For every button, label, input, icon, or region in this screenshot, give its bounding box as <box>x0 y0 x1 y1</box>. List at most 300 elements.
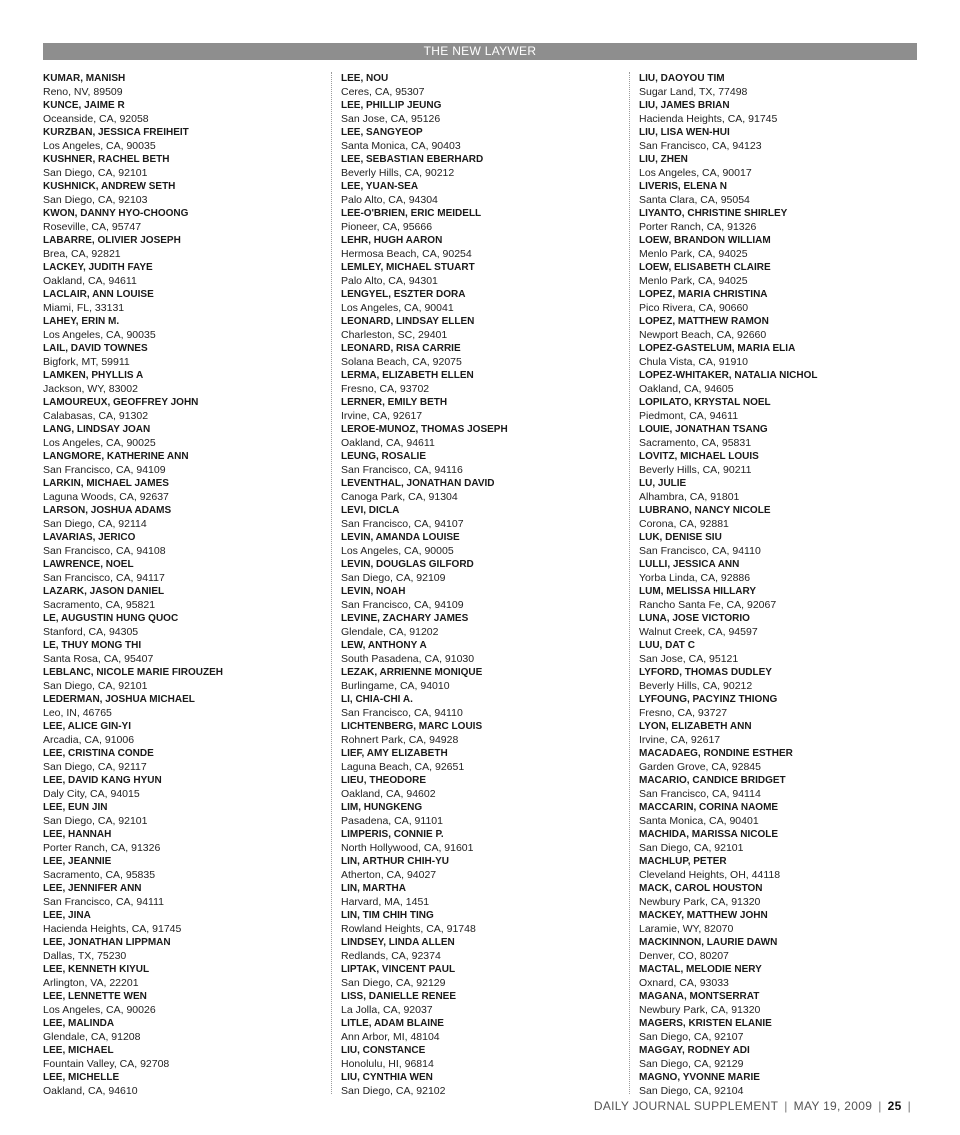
listing-entry <box>639 396 909 423</box>
attorney-name: MACKINNON, LAURIE DAWN <box>639 937 778 948</box>
attorney-location: Solana Beach, CA, 92075 <box>341 355 462 368</box>
attorney-name: MACADAEG, RONDINE ESTHER <box>639 748 793 759</box>
attorney-name: LU, JULIE <box>639 478 687 489</box>
listing-entry <box>639 369 909 396</box>
listing-entry <box>341 477 611 504</box>
attorney-location: Sugar Land, TX, 77498 <box>639 85 748 98</box>
attorney-location: Piedmont, CA, 94611 <box>639 409 739 422</box>
attorney-location: Beverly Hills, CA, 90212 <box>341 166 455 179</box>
attorney-name: LOPEZ, MATTHEW RAMON <box>639 316 769 327</box>
attorney-location: Leo, IN, 46765 <box>43 706 112 719</box>
attorney-name: LEE, MALINDA <box>43 1018 115 1029</box>
listing-entry <box>639 342 909 369</box>
listing-entry <box>43 450 313 477</box>
attorney-location: Reno, NV, 89509 <box>43 85 123 98</box>
attorney-location: Redlands, CA, 92374 <box>341 949 441 962</box>
listing-entry <box>639 1071 909 1098</box>
attorney-location: Pico Rivera, CA, 90660 <box>639 301 749 314</box>
listing-entry <box>43 531 313 558</box>
listing-entry <box>341 72 611 99</box>
listing-entry <box>43 342 313 369</box>
attorney-location: Jackson, WY, 83002 <box>43 382 138 395</box>
listing-entry <box>43 126 313 153</box>
attorney-location: San Diego, CA, 92102 <box>341 1084 446 1097</box>
listing-entry <box>341 639 611 666</box>
attorney-location: San Francisco, CA, 94109 <box>341 598 464 611</box>
attorney-location: Porter Ranch, CA, 91326 <box>43 841 161 854</box>
attorney-name: LUU, DAT C <box>639 640 695 651</box>
attorney-location: San Francisco, CA, 94117 <box>43 571 165 584</box>
attorney-location: Fresno, CA, 93702 <box>341 382 430 395</box>
attorney-location: Oakland, CA, 94611 <box>341 436 435 449</box>
attorney-name: LAVARIAS, JERICO <box>43 532 136 543</box>
attorney-location: Honolulu, HI, 96814 <box>341 1057 434 1070</box>
attorney-location: San Diego, CA, 92117 <box>43 760 147 773</box>
attorney-location: Los Angeles, CA, 90035 <box>43 139 156 152</box>
attorney-name: LEE, DAVID KANG HYUN <box>43 775 162 786</box>
listing-entry <box>639 855 909 882</box>
attorney-name: LERMA, ELIZABETH ELLEN <box>341 370 474 381</box>
attorney-name: LOEW, ELISABETH CLAIRE <box>639 262 771 273</box>
listing-column-3 <box>639 72 909 1098</box>
attorney-location: Laguna Woods, CA, 92637 <box>43 490 169 503</box>
attorney-location: Sacramento, CA, 95835 <box>43 868 156 881</box>
page-number: 25 <box>887 1099 902 1113</box>
attorney-name: MACHLUP, PETER <box>639 856 727 867</box>
attorney-name: LULLI, JESSICA ANN <box>639 559 740 570</box>
listing-entry <box>43 180 313 207</box>
attorney-location: San Diego, CA, 92101 <box>43 679 148 692</box>
attorney-name: LICHTENBERG, MARC LOUIS <box>341 721 483 732</box>
attorney-name: LEE, JINA <box>43 910 91 921</box>
attorney-name: LOUIE, JONATHAN TSANG <box>639 424 768 435</box>
listing-entry <box>43 504 313 531</box>
attorney-location: Hacienda Heights, CA, 91745 <box>43 922 182 935</box>
attorney-name: LACKEY, JUDITH FAYE <box>43 262 153 273</box>
listing-entry <box>43 396 313 423</box>
listing-entry <box>341 720 611 747</box>
listing-entry <box>639 261 909 288</box>
attorney-name: MACCARIN, CORINA NAOME <box>639 802 779 813</box>
listing-entry <box>43 801 313 828</box>
attorney-location: Menlo Park, CA, 94025 <box>639 274 748 287</box>
attorney-name: LINDSEY, LINDA ALLEN <box>341 937 455 948</box>
attorney-name: LISS, DANIELLE RENEE <box>341 991 457 1002</box>
attorney-name: LARKIN, MICHAEL JAMES <box>43 478 169 489</box>
publication-date: MAY 19, 2009 <box>793 1099 873 1113</box>
attorney-name: LIN, MARTHA <box>341 883 406 894</box>
listing-entry <box>341 855 611 882</box>
attorney-name: KUNCE, JAIME R <box>43 100 125 111</box>
attorney-location: San Diego, CA, 92107 <box>639 1030 744 1043</box>
attorney-name: LEE, CRISTINA CONDE <box>43 748 154 759</box>
listing-entry <box>341 612 611 639</box>
listing-entry <box>639 828 909 855</box>
listing-entry <box>639 207 909 234</box>
listing-entry <box>43 963 313 990</box>
attorney-location: South Pasadena, CA, 91030 <box>341 652 475 665</box>
listing-entry <box>639 936 909 963</box>
attorney-location: Oakland, CA, 94602 <box>341 787 436 800</box>
attorney-location: Irvine, CA, 92617 <box>639 733 721 746</box>
attorney-name: KUSHNICK, ANDREW SETH <box>43 181 176 192</box>
listing-entry <box>341 936 611 963</box>
attorney-location: Newbury Park, CA, 91320 <box>639 1003 761 1016</box>
attorney-location: San Francisco, CA, 94116 <box>341 463 463 476</box>
listing-entry <box>341 774 611 801</box>
attorney-name: LEVI, DICLA <box>341 505 400 516</box>
listing-entry <box>341 666 611 693</box>
attorney-location: Sacramento, CA, 95831 <box>639 436 752 449</box>
listing-entry <box>341 531 611 558</box>
listing-entry <box>341 558 611 585</box>
attorney-name: MACKEY, MATTHEW JOHN <box>639 910 768 921</box>
attorney-location: San Diego, CA, 92129 <box>639 1057 744 1070</box>
attorney-name: LEVIN, NOAH <box>341 586 406 597</box>
attorney-location: San Francisco, CA, 94109 <box>43 463 166 476</box>
attorney-name: KUSHNER, RACHEL BETH <box>43 154 170 165</box>
attorney-location: Laguna Beach, CA, 92651 <box>341 760 465 773</box>
listing-entry <box>43 666 313 693</box>
attorney-name: LOEW, BRANDON WILLIAM <box>639 235 771 246</box>
listing-entry <box>341 396 611 423</box>
attorney-name: LOPEZ, MARIA CHRISTINA <box>639 289 768 300</box>
attorney-name: LITLE, ADAM BLAINE <box>341 1018 444 1029</box>
attorney-location: Rohnert Park, CA, 94928 <box>341 733 459 746</box>
attorney-name: LUK, DENISE SIU <box>639 532 722 543</box>
attorney-location: Irvine, CA, 92617 <box>341 409 423 422</box>
attorney-name: LIYANTO, CHRISTINE SHIRLEY <box>639 208 788 219</box>
listing-entry <box>43 261 313 288</box>
listing-entry <box>639 693 909 720</box>
listing-entry <box>639 558 909 585</box>
attorney-name: LIM, HUNGKENG <box>341 802 423 813</box>
listing-entry <box>341 369 611 396</box>
attorney-name: LIVERIS, ELENA N <box>639 181 727 192</box>
attorney-name: LANGMORE, KATHERINE ANN <box>43 451 189 462</box>
attorney-location: Los Angeles, CA, 90026 <box>43 1003 156 1016</box>
listing-entry <box>43 1017 313 1044</box>
attorney-name: LEUNG, ROSALIE <box>341 451 427 462</box>
listing-entry <box>639 153 909 180</box>
listing-entry <box>341 585 611 612</box>
attorney-name: LABARRE, OLIVIER JOSEPH <box>43 235 181 246</box>
listing-entry <box>43 855 313 882</box>
attorney-location: North Hollywood, CA, 91601 <box>341 841 474 854</box>
attorney-location: Denver, CO, 80207 <box>639 949 729 962</box>
attorney-name: LEVIN, DOUGLAS GILFORD <box>341 559 474 570</box>
attorney-name: LIU, ZHEN <box>639 154 688 165</box>
attorney-name: LENGYEL, ESZTER DORA <box>341 289 466 300</box>
listing-entry <box>43 99 313 126</box>
attorney-location: San Francisco, CA, 94110 <box>341 706 463 719</box>
attorney-name: LIU, CYNTHIA WEN <box>341 1072 433 1083</box>
section-title: THE NEW LAYWER <box>423 44 537 58</box>
attorney-location: Corona, CA, 92881 <box>639 517 729 530</box>
attorney-name: KWON, DANNY HYO-CHOONG <box>43 208 189 219</box>
column-divider <box>629 72 630 1094</box>
listing-entry <box>639 72 909 99</box>
attorney-location: Santa Monica, CA, 90403 <box>341 139 461 152</box>
attorney-location: Garden Grove, CA, 92845 <box>639 760 761 773</box>
listing-entry <box>639 1044 909 1071</box>
attorney-name: MAGGAY, RODNEY ADI <box>639 1045 750 1056</box>
listing-entry <box>43 936 313 963</box>
attorney-name: LEZAK, ARRIENNE MONIQUE <box>341 667 483 678</box>
attorney-name: LEE, JONATHAN LIPPMAN <box>43 937 171 948</box>
attorney-name: LAMOUREUX, GEOFFREY JOHN <box>43 397 199 408</box>
attorney-location: Daly City, CA, 94015 <box>43 787 140 800</box>
listing-entry <box>639 126 909 153</box>
attorney-location: San Francisco, CA, 94111 <box>43 895 165 908</box>
attorney-location: Miami, FL, 33131 <box>43 301 125 314</box>
attorney-location: Ceres, CA, 95307 <box>341 85 425 98</box>
listing-entry <box>341 693 611 720</box>
attorney-location: Santa Rosa, CA, 95407 <box>43 652 154 665</box>
attorney-name: LIU, JAMES BRIAN <box>639 100 730 111</box>
attorney-location: Hermosa Beach, CA, 90254 <box>341 247 472 260</box>
listing-entry <box>43 288 313 315</box>
attorney-location: Los Angeles, CA, 90041 <box>341 301 454 314</box>
listing-entry <box>43 477 313 504</box>
footer-separator: | <box>907 1099 911 1113</box>
attorney-location: Roseville, CA, 95747 <box>43 220 142 233</box>
listing-entry <box>639 1017 909 1044</box>
attorney-name: LEE, YUAN-SEA <box>341 181 419 192</box>
attorney-location: San Francisco, CA, 94110 <box>639 544 761 557</box>
listing-entry <box>341 882 611 909</box>
attorney-location: Los Angeles, CA, 90035 <box>43 328 156 341</box>
listing-entry <box>43 612 313 639</box>
listing-entry <box>43 720 313 747</box>
attorney-name: MACARIO, CANDICE BRIDGET <box>639 775 786 786</box>
listing-entry <box>43 153 313 180</box>
footer-separator: | <box>784 1099 788 1113</box>
attorney-location: Rancho Santa Fe, CA, 92067 <box>639 598 777 611</box>
attorney-location: La Jolla, CA, 92037 <box>341 1003 433 1016</box>
attorney-location: Stanford, CA, 94305 <box>43 625 139 638</box>
listing-entry <box>43 234 313 261</box>
listing-entry <box>341 153 611 180</box>
attorney-name: LARSON, JOSHUA ADAMS <box>43 505 172 516</box>
attorney-location: San Francisco, CA, 94107 <box>341 517 464 530</box>
listing-entry <box>341 504 611 531</box>
listing-entry <box>639 801 909 828</box>
listing-entry <box>341 288 611 315</box>
listing-entry <box>639 774 909 801</box>
listing-entry <box>43 1044 313 1071</box>
attorney-name: LAZARK, JASON DANIEL <box>43 586 165 597</box>
attorney-location: San Francisco, CA, 94123 <box>639 139 762 152</box>
listing-entry <box>341 801 611 828</box>
listing-entry <box>341 261 611 288</box>
attorney-name: LIEF, AMY ELIZABETH <box>341 748 448 759</box>
attorney-name: LEHR, HUGH AARON <box>341 235 443 246</box>
attorney-name: KUMAR, MANISH <box>43 73 126 84</box>
attorney-name: LI, CHIA-CHI A. <box>341 694 413 705</box>
listing-entry <box>639 612 909 639</box>
attorney-location: San Diego, CA, 92114 <box>43 517 147 530</box>
attorney-location: San Diego, CA, 92104 <box>639 1084 744 1097</box>
attorney-name: LEE, HANNAH <box>43 829 112 840</box>
attorney-name: MAGANA, MONTSERRAT <box>639 991 760 1002</box>
listing-entry <box>43 207 313 234</box>
attorney-name: LOVITZ, MICHAEL LOUIS <box>639 451 759 462</box>
attorney-location: Santa Clara, CA, 95054 <box>639 193 750 206</box>
listing-entry <box>341 342 611 369</box>
attorney-location: San Jose, CA, 95121 <box>639 652 739 665</box>
attorney-location: Alhambra, CA, 91801 <box>639 490 740 503</box>
listing-entry <box>639 909 909 936</box>
attorney-name: LIN, ARTHUR CHIH-YU <box>341 856 449 867</box>
attorney-name: LAIL, DAVID TOWNES <box>43 343 148 354</box>
attorney-name: LIU, DAOYOU TIM <box>639 73 725 84</box>
attorney-name: LEE-O'BRIEN, ERIC MEIDELL <box>341 208 482 219</box>
attorney-name: LEE, LENNETTE WEN <box>43 991 147 1002</box>
listing-column-2 <box>341 72 611 1098</box>
attorney-name: LEE, SEBASTIAN EBERHARD <box>341 154 484 165</box>
attorney-name: LOPEZ-GASTELUM, MARIA ELIA <box>639 343 796 354</box>
listing-entry <box>639 747 909 774</box>
attorney-name: LEE, MICHELLE <box>43 1072 120 1083</box>
attorney-location: Canoga Park, CA, 91304 <box>341 490 458 503</box>
attorney-name: LIU, CONSTANCE <box>341 1045 426 1056</box>
attorney-name: MACTAL, MELODIE NERY <box>639 964 762 975</box>
listing-entry <box>639 315 909 342</box>
attorney-location: Arlington, VA, 22201 <box>43 976 139 989</box>
attorney-name: LEVIN, AMANDA LOUISE <box>341 532 460 543</box>
listing-entry <box>639 288 909 315</box>
attorney-name: LAHEY, ERIN M. <box>43 316 120 327</box>
attorney-name: LYFORD, THOMAS DUDLEY <box>639 667 772 678</box>
attorney-location: Beverly Hills, CA, 90212 <box>639 679 753 692</box>
listing-entry <box>639 963 909 990</box>
attorney-location: Burlingame, CA, 94010 <box>341 679 450 692</box>
attorney-location: Oakland, CA, 94610 <box>43 1084 138 1097</box>
listing-entry <box>639 531 909 558</box>
attorney-location: Atherton, CA, 94027 <box>341 868 437 881</box>
listing-entry <box>639 504 909 531</box>
listing-entry <box>43 747 313 774</box>
attorney-name: MACK, CAROL HOUSTON <box>639 883 763 894</box>
attorney-location: San Diego, CA, 92101 <box>43 166 148 179</box>
attorney-name: LEE, PHILLIP JEUNG <box>341 100 442 111</box>
attorney-location: Brea, CA, 92821 <box>43 247 121 260</box>
column-divider <box>331 72 332 1094</box>
listing-entry <box>341 99 611 126</box>
listing-entry <box>43 909 313 936</box>
page-footer <box>594 1099 917 1113</box>
attorney-location: Dallas, TX, 75230 <box>43 949 127 962</box>
attorney-location: Beverly Hills, CA, 90211 <box>639 463 752 476</box>
attorney-name: LAMKEN, PHYLLIS A <box>43 370 144 381</box>
attorney-location: Bigfork, MT, 59911 <box>43 355 130 368</box>
attorney-name: MACHIDA, MARISSA NICOLE <box>639 829 779 840</box>
attorney-name: LIU, LISA WEN-HUI <box>639 127 730 138</box>
attorney-location: San Francisco, CA, 94108 <box>43 544 166 557</box>
attorney-name: LAWRENCE, NOEL <box>43 559 134 570</box>
publication-name: DAILY JOURNAL SUPPLEMENT <box>593 1099 779 1113</box>
attorney-location: Oakland, CA, 94611 <box>43 274 137 287</box>
listing-entry <box>43 990 313 1017</box>
listing-entry <box>639 882 909 909</box>
attorney-name: LUNA, JOSE VICTORIO <box>639 613 750 624</box>
attorney-name: LEVENTHAL, JONATHAN DAVID <box>341 478 495 489</box>
attorney-location: San Diego, CA, 92129 <box>341 976 446 989</box>
attorney-name: LUM, MELISSA HILLARY <box>639 586 757 597</box>
attorney-location: Glendale, CA, 91202 <box>341 625 439 638</box>
attorney-name: LEE, NOU <box>341 73 389 84</box>
attorney-name: LUBRANO, NANCY NICOLE <box>639 505 771 516</box>
attorney-location: Oceanside, CA, 92058 <box>43 112 149 125</box>
attorney-location: Oxnard, CA, 93033 <box>639 976 729 989</box>
listing-entry <box>341 909 611 936</box>
attorney-name: LEE, MICHAEL <box>43 1045 114 1056</box>
listing-entry <box>43 369 313 396</box>
attorney-name: LIN, TIM CHIH TING <box>341 910 434 921</box>
attorney-location: Glendale, CA, 91208 <box>43 1030 141 1043</box>
listing-entry <box>341 747 611 774</box>
listing-entry <box>341 963 611 990</box>
attorney-location: Arcadia, CA, 91006 <box>43 733 135 746</box>
attorney-name: LE, AUGUSTIN HUNG QUOC <box>43 613 179 624</box>
listing-entry <box>43 693 313 720</box>
listing-entry <box>341 450 611 477</box>
listing-entry <box>639 234 909 261</box>
listing-entry <box>639 720 909 747</box>
attorney-name: LERNER, EMILY BETH <box>341 397 448 408</box>
listing-entry <box>43 72 313 99</box>
attorney-location: Santa Monica, CA, 90401 <box>639 814 759 827</box>
listing-entry <box>341 828 611 855</box>
footer-separator: | <box>878 1099 882 1113</box>
attorney-name: LEDERMAN, JOSHUA MICHAEL <box>43 694 195 705</box>
listing-entry <box>341 180 611 207</box>
attorney-name: LANG, LINDSAY JOAN <box>43 424 151 435</box>
attorney-name: LE, THUY MONG THI <box>43 640 142 651</box>
attorney-name: LIMPERIS, CONNIE P. <box>341 829 444 840</box>
listing-entry <box>43 828 313 855</box>
listing-entry <box>639 666 909 693</box>
attorney-name: LEE, JENNIFER ANN <box>43 883 142 894</box>
listing-entry <box>341 1044 611 1071</box>
attorney-location: San Francisco, CA, 94114 <box>639 787 761 800</box>
attorney-location: Yorba Linda, CA, 92886 <box>639 571 751 584</box>
attorney-name: KURZBAN, JESSICA FREIHEIT <box>43 127 189 138</box>
attorney-location: Pioneer, CA, 95666 <box>341 220 433 233</box>
listing-entry <box>341 1017 611 1044</box>
attorney-name: LEE, EUN JIN <box>43 802 108 813</box>
listing-entry <box>341 423 611 450</box>
listing-entry <box>639 585 909 612</box>
listing-entry <box>43 882 313 909</box>
attorney-location: Hacienda Heights, CA, 91745 <box>639 112 778 125</box>
listing-entry <box>43 639 313 666</box>
listing-entry <box>43 558 313 585</box>
attorney-name: LYFOUNG, PACYINZ THIONG <box>639 694 778 705</box>
attorney-location: Fresno, CA, 93727 <box>639 706 728 719</box>
listing-entry <box>341 990 611 1017</box>
listing-entry <box>341 207 611 234</box>
listing-entry <box>341 234 611 261</box>
listing-entry <box>639 450 909 477</box>
attorney-location: Oakland, CA, 94605 <box>639 382 734 395</box>
attorney-name: LEE, SANGYEOP <box>341 127 423 138</box>
attorney-location: Pasadena, CA, 91101 <box>341 814 443 827</box>
attorney-location: Newbury Park, CA, 91320 <box>639 895 761 908</box>
attorney-location: Walnut Creek, CA, 94597 <box>639 625 758 638</box>
listing-entry <box>43 1071 313 1098</box>
